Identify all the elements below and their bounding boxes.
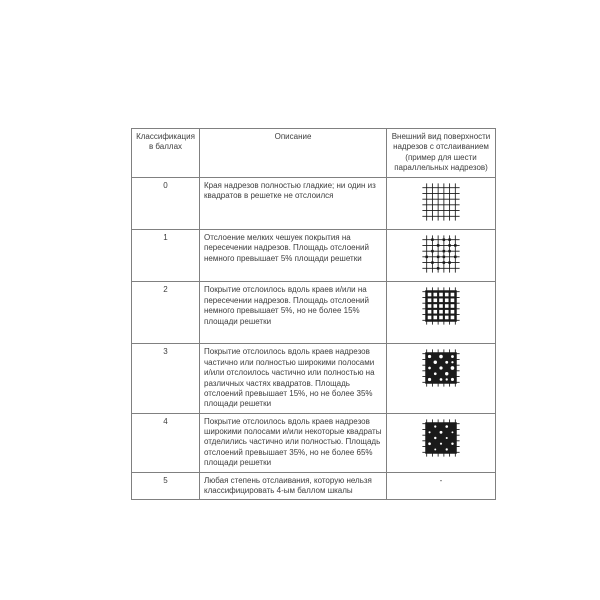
- points-value: 0: [132, 177, 200, 229]
- header-appearance: Внешний вид поверхности надрезов с отслаиванием (пример для шести параллельных надрезов): [387, 129, 496, 178]
- table-row: [132, 472, 496, 500]
- points-value: 3: [132, 344, 200, 413]
- description-text: Покрытие отслоилось вдоль краев надрезов широкими полосами и/или некоторые квадраты отделились частично или полностью. Площадь отслоений превышает 35%, но не более 65% площади решетки: [200, 413, 387, 472]
- crosshatch-grid-figure: [420, 285, 462, 327]
- description-text: Покрытие отслоилось вдоль краев надрезов частично или полностью широкими полосами и/или отслоилось частично или полностью на различных частях квадратов. Площадь отслоений превышает 15%, но не более 35% площади решетки: [200, 344, 387, 413]
- table-row: [132, 177, 496, 229]
- points-value: 5: [132, 472, 200, 500]
- header-points: Классификация в баллах: [132, 129, 200, 178]
- classification-table: [131, 128, 496, 500]
- table-row: [132, 229, 496, 281]
- points-value: 2: [132, 282, 200, 344]
- table-row: [132, 282, 496, 344]
- table-header-row: [132, 129, 496, 178]
- description-text: Покрытие отслоилось вдоль краев и/или на пересечении надрезов. Площадь отслоений немного превышает 5%, но не более 15% площади решетки: [200, 282, 387, 344]
- points-value: 4: [132, 413, 200, 472]
- crosshatch-grid-figure: [420, 233, 462, 275]
- description-text: Отслоение мелких чешуек покрытия на пересечении надрезов. Площадь отслоений немного превышает 5% площади решетки: [200, 229, 387, 281]
- description-text: Края надрезов полностью гладкие; ни один из квадратов в решетке не отслоился: [200, 177, 387, 229]
- table-row: [132, 413, 496, 472]
- no-figure-dash: -: [439, 475, 443, 485]
- table-row: [132, 344, 496, 413]
- points-value: 1: [132, 229, 200, 281]
- crosshatch-grid-figure: [420, 347, 462, 389]
- crosshatch-grid-figure: [420, 417, 462, 459]
- description-text: Любая степень отслаивания, которую нельзя классифицировать 4-ым баллом шкалы: [200, 472, 387, 500]
- header-description: Описание: [200, 129, 387, 178]
- crosshatch-grid-figure: [420, 181, 462, 223]
